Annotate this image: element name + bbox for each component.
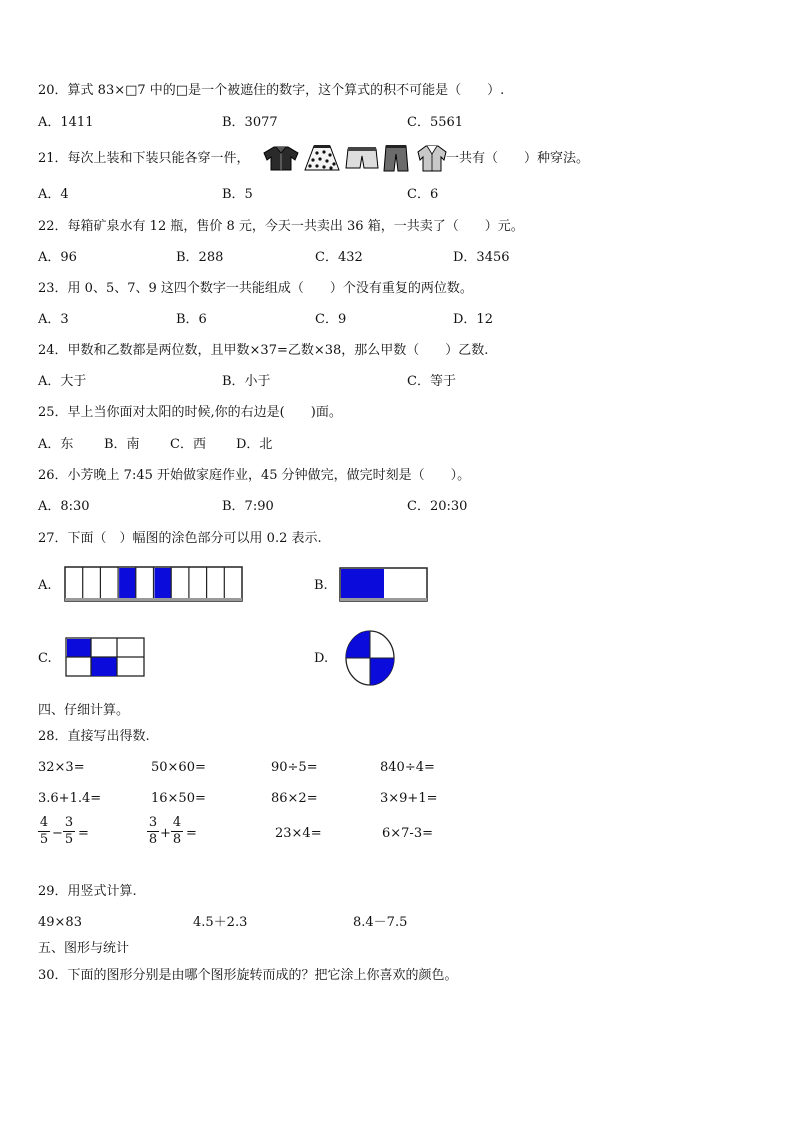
minus-sign: − [52, 826, 63, 841]
q28-item: 90÷5= [271, 760, 318, 775]
q28-item: 6×7-3= [382, 826, 433, 841]
q23-option-a: A．3 [38, 312, 69, 327]
q25-stem: 25．早上当你面对太阳的时候,你的右边是( )面。 [38, 405, 342, 420]
pants-icon [381, 144, 411, 172]
q23-option-d: D．12 [453, 312, 493, 327]
q28-item: 86×2= [271, 791, 318, 806]
q30-stem: 30．下面的图形分别是由哪个图形旋转而成的？把它涂上你喜欢的颜色。 [38, 968, 458, 983]
jacket-icon [262, 144, 300, 172]
q26-option-c: C．20:30 [407, 499, 468, 514]
q28-item: 50×60= [151, 760, 206, 775]
shaded-cell [155, 568, 172, 598]
q21-option-a: A．4 [38, 187, 69, 202]
coat-icon [416, 144, 448, 172]
equals-sign: = [78, 826, 89, 841]
q27-figure-c [65, 637, 147, 679]
q20-option-c: C．5561 [407, 115, 464, 130]
q23-option-c: C．9 [315, 312, 347, 327]
q25-option-d: D．北 [236, 437, 273, 452]
q21-stem-start: 21．每次上装和下装只能各穿一件， [38, 151, 250, 166]
q22-option-c: C．432 [315, 250, 363, 265]
q27-label-a: A. [38, 578, 52, 593]
q22-option-a: A．96 [38, 250, 77, 265]
q28-item: 3×9+1= [380, 791, 438, 806]
q21-stem-end: 一共有（ ）种穿法。 [446, 151, 590, 166]
q21-option-c: C．6 [407, 187, 439, 202]
q29-item: 4.5＋2.3 [193, 915, 248, 930]
q28-item: 23×4= [275, 826, 322, 841]
q20-option-a: A．1411 [38, 115, 94, 130]
polka-dot-skirt-icon [303, 144, 341, 172]
q22-option-d: D．3456 [453, 250, 510, 265]
q25-option-b: B．南 [104, 437, 140, 452]
q28-stem: 28．直接写出得数. [38, 729, 150, 744]
q28-item: 16×50= [151, 791, 206, 806]
q26-option-b: B．7:90 [222, 499, 274, 514]
q24-option-b: B．小于 [222, 374, 271, 389]
plus-sign: + [160, 826, 171, 841]
q24-stem: 24．甲数和乙数都是两位数，且甲数×37=乙数×38，那么甲数（ ）乙数. [38, 343, 489, 358]
fraction-3-8: 3 8 [148, 815, 158, 847]
q21-option-b: B．5 [222, 187, 253, 202]
q28-item: 3.6+1.4= [38, 791, 102, 806]
section-5-heading: 五、图形与统计 [38, 941, 130, 956]
q27-label-d: D. [314, 651, 329, 666]
q27-figure-a [64, 565, 244, 603]
q27-figure-d [344, 629, 398, 687]
q29-item: 8.4－7.5 [353, 915, 408, 930]
q20-stem: 20．算式 83×□7 中的□是一个被遮住的数字，这个算式的积不可能是（ ）. [38, 83, 505, 98]
q22-stem: 22．每箱矿泉水有 12 瓶，售价 8 元，今天一共卖出 36 箱，一共卖了（ ）元。 [38, 219, 524, 234]
q28-item: 840÷4= [380, 760, 435, 775]
q20-option-b: B．3077 [222, 115, 278, 130]
shaded-cell [119, 568, 136, 598]
q27-label-c: C. [38, 651, 52, 666]
q25-option-a: A．东 [38, 437, 74, 452]
section-4-heading: 四、仔细计算。 [38, 703, 130, 718]
q26-stem: 26．小芳晚上 7:45 开始做家庭作业，45 分钟做完，做完时刻是（ ）。 [38, 468, 471, 483]
q27-figure-b [339, 567, 429, 603]
q28-item: 32×3= [38, 760, 85, 775]
fraction-3-5: 3 5 [64, 815, 74, 847]
shorts-icon [344, 144, 380, 172]
q23-option-b: B．6 [176, 312, 207, 327]
q22-option-b: B．288 [176, 250, 224, 265]
q29-item: 49×83 [38, 915, 82, 930]
q25-option-c: C．西 [170, 437, 206, 452]
fraction-4-8: 4 8 [172, 815, 182, 847]
q24-option-a: A．大于 [38, 374, 87, 389]
q23-stem: 23．用 0、5、7、9 这四个数字一共能组成（ ）个没有重复的两位数。 [38, 281, 473, 296]
q26-option-a: A．8:30 [38, 499, 90, 514]
q27-label-b: B. [314, 578, 328, 593]
q29-stem: 29．用竖式计算. [38, 884, 137, 899]
q27-stem: 27．下面（ ）幅图的涂色部分可以用 0.2 表示. [38, 531, 322, 546]
q24-option-c: C．等于 [407, 374, 456, 389]
equals-sign: = [186, 826, 197, 841]
fraction-4-5: 4 5 [39, 815, 49, 847]
